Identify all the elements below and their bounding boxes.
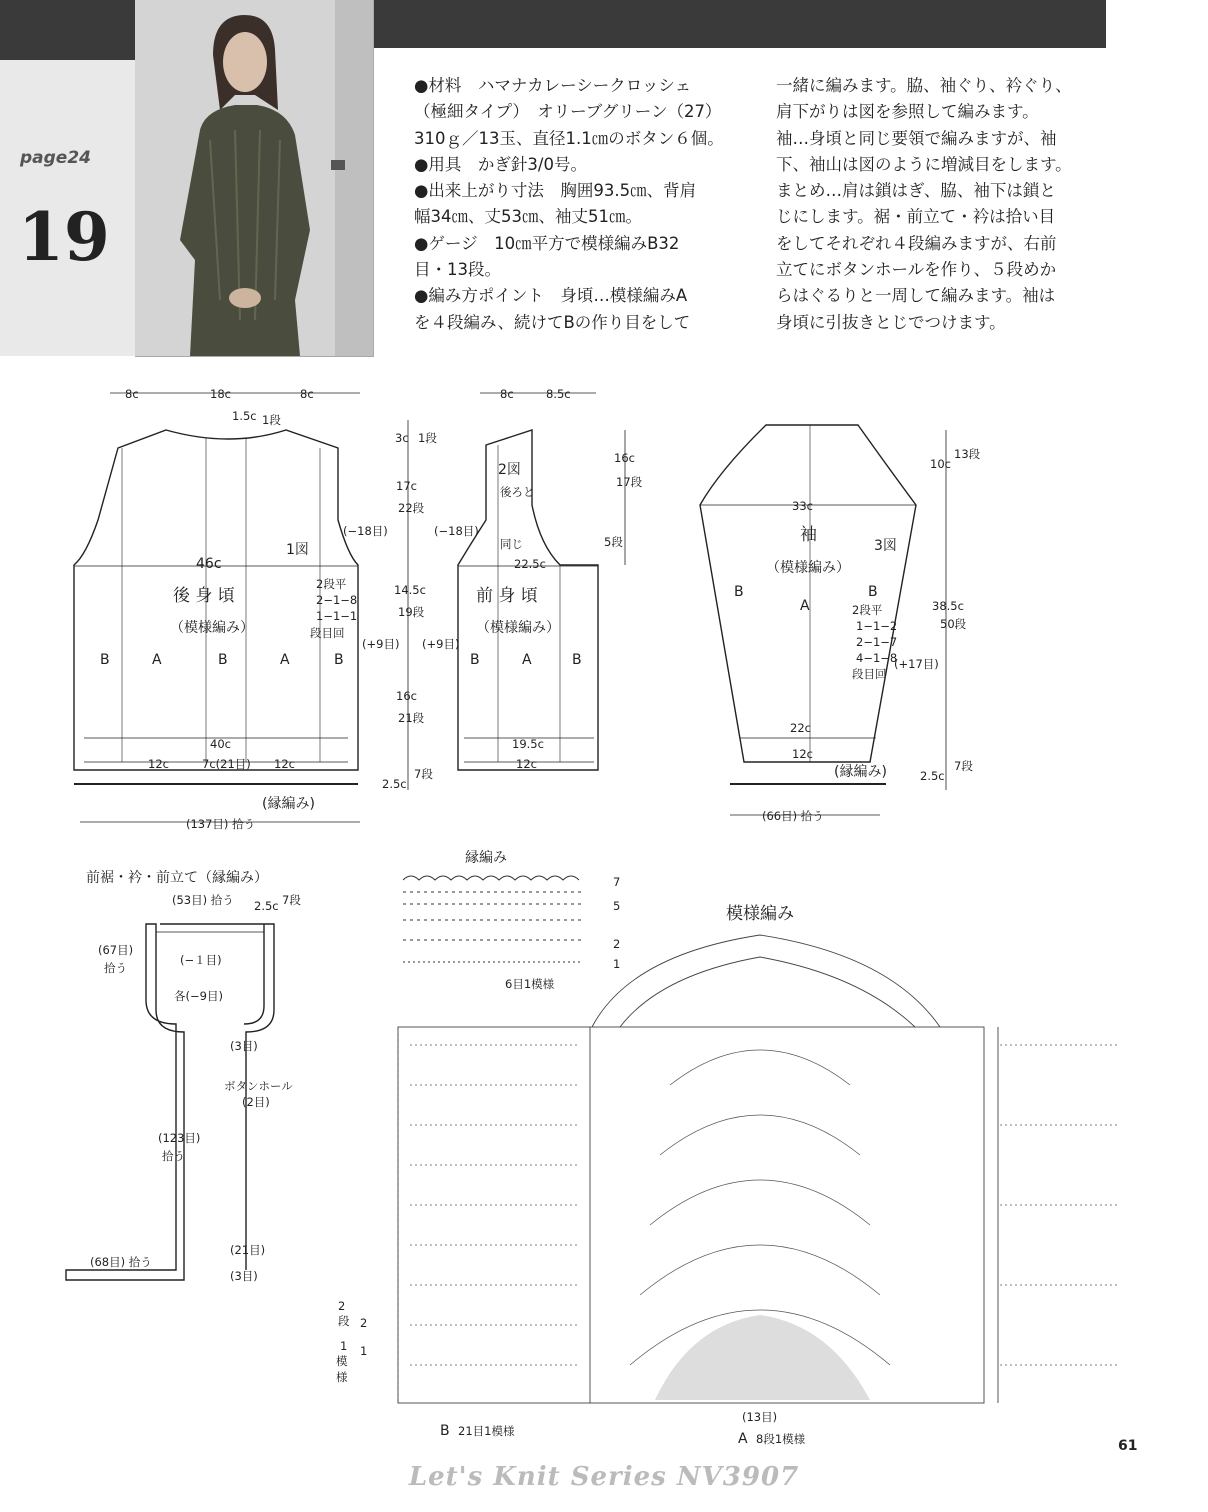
front-dim-right: 8.5c [546, 387, 571, 401]
instruction-line: ●材料 ハマナカレーシークロッシェ [414, 76, 692, 95]
vertical-dim: 7段 [414, 767, 433, 781]
lace-row-num: 2 [360, 1316, 368, 1330]
back-fig-label: 1図 [286, 542, 309, 558]
sleeve-top-dim: 33c [792, 499, 813, 513]
vertical-dim: 3c [395, 431, 409, 445]
back-width-dim: 46c [196, 556, 222, 572]
instruction-line: じにします。裾・前立て・衿は拾い目 [776, 207, 1056, 227]
instruction-line: 下、袖山は図のように増減目をします。 [776, 154, 1072, 174]
lace-a-stitches: (13目) [742, 1410, 778, 1424]
sleeve-right-dim: 2.5c [920, 769, 945, 783]
front-right-dim: 16c [614, 451, 635, 465]
back-dim-right: 8c [300, 387, 314, 401]
sleeve-subtitle: （模様編み） [766, 560, 850, 576]
band-label: (3目) [230, 1039, 258, 1053]
instruction-line: 幅34㎝、丈53㎝、袖丈51㎝。 [414, 207, 642, 227]
sleeve-pickup: (66目) 拾う [762, 809, 824, 823]
back-pickup-label: (137目) 拾う [186, 817, 256, 831]
vertical-dim: 19段 [398, 605, 425, 619]
sleeve-outline [700, 425, 916, 762]
vertical-dim: 16c [396, 689, 417, 703]
back-dim-mid: 18c [210, 387, 231, 401]
edging-row: 2 [613, 937, 621, 951]
back-title: 後 身 頃 [173, 586, 235, 606]
instruction-line: まとめ…肩は鎖はぎ、脇、袖下は鎖と [776, 181, 1056, 201]
sleeve-right-dim: 38.5c [932, 599, 964, 613]
edging-title: 縁編み [465, 850, 507, 866]
lace-a-label: A [738, 1431, 748, 1447]
model-photo-illustration [135, 0, 373, 356]
lace-title: 模様編み [726, 904, 794, 924]
page-reference: page24 [20, 148, 91, 168]
vertical-dim: 21段 [398, 711, 425, 725]
edging-row: 5 [613, 899, 621, 913]
instruction-line: らはぐるりと一周して編みます。袖は [776, 286, 1056, 306]
edging-row: 7 [613, 875, 621, 889]
band-label: (123目) [158, 1131, 201, 1145]
page-number: 61 [1118, 1438, 1138, 1454]
front-dim-left: 8c [500, 387, 514, 401]
sleeve-title: 袖 [800, 525, 817, 545]
sleeve-right-dim: 10c [930, 457, 951, 471]
back-bottom-right: 12c [274, 757, 295, 771]
sleeve-bottom: 22c [790, 721, 811, 735]
sleeve-fig-label: 3図 [874, 538, 897, 554]
instruction-line: 身頃に引抜きとじでつけます。 [776, 312, 1006, 332]
back-border-label: (縁編み) [262, 796, 315, 812]
edging-row: 1 [613, 957, 621, 971]
band-label: (67目) [98, 943, 134, 957]
sleeve-shaping-line: 2−1−7 [856, 635, 898, 649]
back-neck-rows: 1段 [262, 413, 281, 427]
sleeve-right-dim: 7段 [954, 759, 973, 773]
back-pattern-label: A [152, 652, 162, 668]
vertical-dim: 2.5c [382, 777, 407, 791]
band-label: (21目) [230, 1243, 266, 1257]
sleeve-shaping-line: 2段平 [852, 603, 883, 617]
band-label: 拾う [104, 961, 127, 975]
instructions-column-1 [414, 73, 759, 336]
instruction-line: をしてそれぞれ４段編みますが、右前 [776, 233, 1057, 253]
instructions-column-2 [776, 73, 1121, 336]
back-neck-dim: 1.5c [232, 409, 257, 423]
lace-b-repeat: 21目1模様 [458, 1424, 515, 1438]
pattern-number: 19 [18, 198, 110, 276]
band-label: 7段 [282, 893, 301, 907]
vertical-dim: 22段 [398, 501, 425, 515]
band-label: (53目) 拾う [172, 893, 234, 907]
front-band-title: 前裾・衿・前立て（縁編み） [86, 870, 268, 886]
front-pattern-label: B [470, 652, 480, 668]
instruction-line: を４段編み、続けてBの作り目をして [414, 312, 691, 332]
instruction-line: 立てにボタンホールを作り、５段めか [776, 260, 1057, 280]
sleeve-bottom-12: 12c [792, 747, 813, 761]
front-fig-label: 2図 [498, 462, 521, 478]
front-width: 22.5c [514, 557, 546, 571]
schematics [0, 370, 1208, 840]
instruction-line: 袖…身頃と同じ要領で編みますが、袖 [776, 128, 1057, 148]
front-bottom-12: 12c [516, 757, 537, 771]
back-subtitle: （模様編み） [170, 620, 254, 636]
lace-chart [330, 895, 1130, 1455]
sleeve-right-dim: 13段 [954, 447, 981, 461]
lace-side-label: 様 [336, 1370, 348, 1384]
lace-side-label: 1 [340, 1339, 348, 1353]
back-bottom-dim: 40c [210, 737, 231, 751]
lace-shaded-motif [655, 1315, 870, 1400]
front-note: 後ろと [500, 485, 535, 499]
band-label: (−１目) [180, 953, 222, 967]
lace-side-label: 2 [338, 1299, 346, 1313]
instruction-line: 一緒に編みます。脇、袖ぐり、衿ぐり、 [776, 76, 1072, 95]
vertical-dim: 1段 [418, 431, 437, 445]
lace-row-num: 1 [360, 1344, 368, 1358]
lace-a-repeat: 8段1模様 [756, 1432, 806, 1446]
band-label: (2目) [242, 1095, 270, 1109]
back-pattern-label: B [334, 652, 344, 668]
back-pattern-label: B [218, 652, 228, 668]
front-right-dim: 5段 [604, 535, 623, 549]
lace-side-label: 段 [338, 1314, 350, 1328]
front-note: 同じ [500, 537, 523, 551]
header-dark-block [0, 0, 135, 60]
footer-series-title: Let's Knit Series NV3907 [408, 1462, 800, 1492]
front-pattern-label: A [522, 652, 532, 668]
front-title: 前 身 頃 [476, 586, 538, 606]
lace-b-label: B [440, 1423, 450, 1439]
front-inc: (+9目) [422, 637, 460, 651]
model-photo [135, 0, 374, 357]
back-shaping-line: 2段平 [316, 577, 347, 591]
instruction-line: ●ゲージ 10㎝平方で模様編みB32 [414, 233, 680, 253]
back-shaping-line: 1−1−1 [316, 609, 358, 623]
sleeve-pattern-label: A [800, 598, 810, 614]
band-label: 各(−9目) [174, 989, 223, 1003]
instruction-line: （極細タイプ） オリーブグリーン（27） [414, 102, 722, 122]
header-bar [370, 0, 1106, 48]
sleeve-pattern-label: B [868, 584, 878, 600]
vertical-dim: 17c [396, 479, 417, 493]
instruction-line: 肩下がりは図を参照して編みます。 [776, 102, 1039, 122]
front-pattern-label: B [572, 652, 582, 668]
sleeve-border: (縁編み) [834, 764, 887, 780]
band-label: 拾う [162, 1149, 185, 1163]
vertical-dim: 14.5c [394, 583, 426, 597]
instruction-line: ●編み方ポイント 身頃…模様編みA [414, 286, 688, 306]
lace-side-label: 模 [336, 1354, 348, 1368]
back-shoulder-dec: (−18目) [343, 524, 388, 538]
back-shaping-line: 2−1−8 [316, 593, 358, 607]
sleeve-pattern-label: B [734, 584, 744, 600]
back-pattern-label: A [280, 652, 290, 668]
sleeve-shaping-line: 1−1−2 [856, 619, 898, 633]
instruction-line: ●出来上がり寸法 胸囲93.5㎝、背肩 [414, 181, 697, 201]
front-subtitle: （模様編み） [476, 620, 560, 636]
back-shaping-line: 段目回 [310, 626, 345, 640]
front-dec: (−18目) [434, 524, 479, 538]
band-label: ボタンホール [224, 1079, 293, 1093]
front-bottom: 19.5c [512, 737, 544, 751]
sleeve-right-dim: 50段 [940, 617, 967, 631]
instruction-line: 目・13段。 [414, 260, 501, 280]
back-dim-left: 8c [125, 387, 139, 401]
sleeve-shaping-line: 4−1−8 [856, 651, 898, 665]
band-label: (68目) 拾う [90, 1255, 152, 1269]
back-bottom-left: 12c [148, 757, 169, 771]
band-label: (3目) [230, 1269, 258, 1283]
edging-repeat: 6目1模様 [505, 977, 555, 991]
back-bottom-mid: 7c(21目) [202, 757, 251, 771]
back-pattern-label: B [100, 652, 110, 668]
instruction-line: 310ｇ／13玉、直径1.1㎝のボタン６個。 [414, 128, 724, 148]
sleeve-shaping-line: 段目回 [852, 667, 887, 681]
sleeve-inc: (+17目) [894, 657, 939, 671]
front-right-dim: 17段 [616, 475, 643, 489]
back-side-inc: (+9目) [362, 637, 400, 651]
instruction-line: ●用具 かぎ針3/0号。 [414, 154, 587, 174]
band-label: 2.5c [254, 899, 279, 913]
